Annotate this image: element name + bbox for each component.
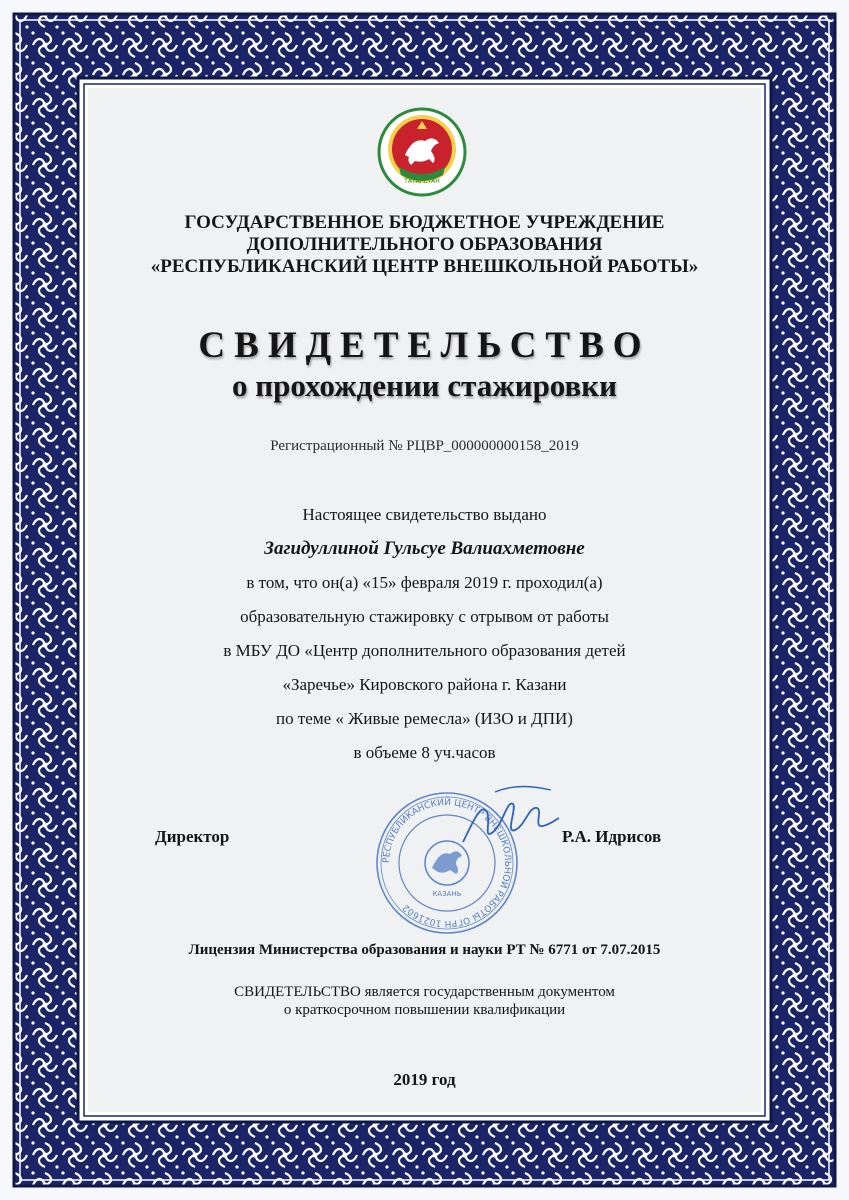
document-note: СВИДЕТЕЛЬСТВО является государственным документом о краткосрочном повышении квалификации xyxy=(234,984,615,1018)
body-line: по теме « Живые ремесла» (ИЗО и ДПИ) xyxy=(276,709,573,728)
registration-number: Регистрационный № РЦВР_000000000158_2019 xyxy=(270,438,579,454)
body-line: «Заречье» Кировского района г. Казани xyxy=(282,675,567,694)
svg-text:КАЗАНЬ: КАЗАНЬ xyxy=(432,890,462,898)
license-info: Лицензия Министерства образования и науки РТ № 6771 от 7.07.2015 xyxy=(188,942,661,958)
body-line: в том, что он(а) «15» февраля 2019 г. проходил(а) xyxy=(246,573,603,592)
body-line: образовательную стажировку с отрывом от работы xyxy=(240,607,609,626)
certificate-body xyxy=(100,502,749,774)
body-line: в объеме 8 уч.часов xyxy=(353,743,496,762)
svg-text:ТАТАРСТАН: ТАТАРСТАН xyxy=(404,178,440,185)
body-line: в МБУ ДО «Центр дополнительного образования детей xyxy=(223,641,626,660)
director-name: Р.А. Идрисов xyxy=(562,827,662,846)
issue-year: 2019 год xyxy=(393,1070,456,1089)
organization-name: ГОСУДАРСТВЕННОЕ БЮДЖЕТНОЕ УЧРЕЖДЕНИЕ ДОПОЛНИТЕЛЬНОГО ОБРАЗОВАНИЯ «РЕСПУБЛИКАНСКИЙ ЦЕНТР ВНЕШКОЛЬНОЙ РАБОТЫ» xyxy=(150,212,699,277)
tatarstan-emblem xyxy=(377,107,467,197)
recipient-name: Загидуллиной Гульсуе Валиахметовне xyxy=(264,538,585,559)
certificate-title: СВИДЕТЕЛЬСТВО xyxy=(198,325,651,366)
issued-text: Настоящее свидетельство выдано xyxy=(302,505,547,524)
certificate-subtitle: о прохождении стажировки xyxy=(231,368,618,403)
svg-text:РЕСПУБЛИКАНСКИЙ ЦЕНТР ВНЕШКОЛЬ: РЕСПУБЛИКАНСКИЙ ЦЕНТР ВНЕШКОЛЬНОЙ РАБОТЫ ОГРН 1021602 xyxy=(381,797,513,929)
director-signature xyxy=(455,782,565,852)
director-title: Директор xyxy=(155,827,230,846)
